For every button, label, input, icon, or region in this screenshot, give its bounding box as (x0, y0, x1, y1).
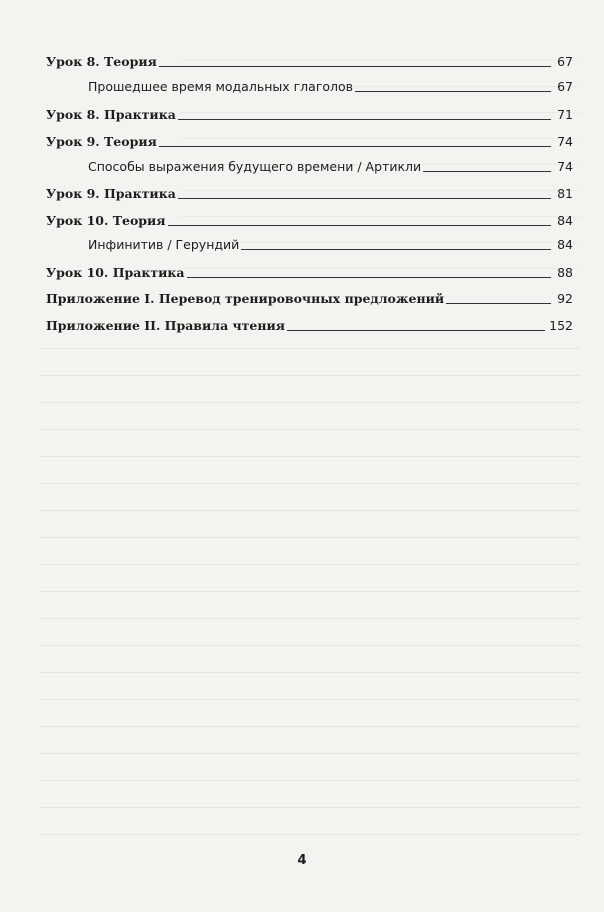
dotted-leader (187, 276, 551, 278)
toc-entry-title: Урок 10. Теория (46, 213, 166, 228)
toc-entry-page: 152 (549, 318, 573, 333)
dotted-leader (178, 118, 551, 120)
toc-entry-title: Урок 10. Практика (46, 265, 185, 280)
toc-entry (46, 50, 573, 70)
toc-entry (46, 75, 573, 95)
toc-entry-page: 84 (557, 213, 573, 228)
toc-entry-page: 74 (557, 134, 573, 149)
toc-entry-title: Урок 8. Теория (46, 54, 157, 69)
dotted-leader (168, 224, 551, 226)
toc-entry-page: 84 (557, 237, 573, 252)
toc-entry-title: Урок 9. Теория (46, 134, 157, 149)
toc-entry-title: Приложение I. Перевод тренировочных предложений (46, 291, 445, 306)
toc-entry (46, 155, 573, 175)
toc-entry-title: Приложение II. Правила чтения (46, 318, 286, 333)
dotted-leader (178, 197, 551, 199)
dotted-leader (241, 248, 551, 250)
toc-entry (46, 209, 573, 229)
toc-entry-page: 74 (557, 159, 573, 174)
toc-entry (46, 103, 573, 123)
dotted-leader (159, 145, 551, 147)
dotted-leader (159, 65, 551, 67)
toc-entry (46, 233, 573, 253)
toc-entry-page: 67 (557, 79, 573, 94)
toc-entry-page: 71 (557, 107, 573, 122)
toc-entry (46, 261, 573, 281)
bleed-through-texture (40, 330, 580, 850)
toc-entry (46, 182, 573, 202)
toc-entry (46, 130, 573, 150)
page-number: 4 (297, 853, 307, 868)
toc-entry-title: Урок 9. Практика (46, 186, 176, 201)
dotted-leader (355, 90, 551, 92)
toc-entry-title: Прошедшее время модальных глаголов (88, 79, 354, 94)
toc-entry-page: 67 (557, 54, 573, 69)
toc-entry-title: Инфинитив / Герундий (88, 237, 240, 252)
toc-entry (46, 314, 573, 334)
toc-entry-title: Урок 8. Практика (46, 107, 176, 122)
dotted-leader (423, 170, 551, 172)
dotted-leader (446, 302, 551, 304)
dotted-leader (287, 329, 545, 331)
toc-entry-page: 92 (557, 291, 573, 306)
toc-entry-page: 81 (557, 186, 573, 201)
toc-entry-page: 88 (557, 265, 573, 280)
toc-entry (46, 287, 573, 307)
toc-entry-title: Способы выражения будущего времени / Артикли (88, 159, 422, 174)
